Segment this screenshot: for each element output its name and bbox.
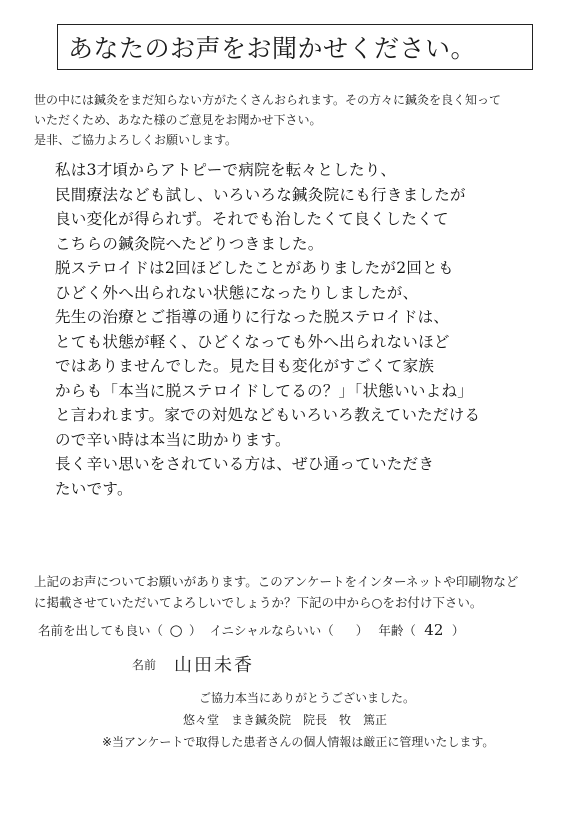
testimonial-line: 長く辛い思いをされている方は、ぜひ通っていただき: [55, 455, 435, 473]
name-value[interactable]: 山田未香: [174, 655, 255, 676]
intro-line: いただくため、あなた様のご意見をお聞かせ下さい。: [34, 113, 322, 127]
initial-label: イニシャルならいい（: [209, 623, 334, 638]
name-ok-mark[interactable]: ○: [169, 621, 183, 639]
initial-close: ）: [355, 623, 369, 638]
intro-line: 世の中には鍼灸をまだ知らない方がたくさんおられます。その方々に鍼灸を良く知って: [34, 93, 502, 107]
testimonial-line: こちらの鍼灸院へたどりつきました。: [55, 234, 324, 253]
request-line: 上記のお声についてお願いがあります。このアンケートをインターネットや印刷物など: [34, 574, 519, 589]
clinic-signature: 悠々堂 まき鍼灸院 院長 牧 篤正: [183, 713, 388, 727]
name-ok-close: ）: [189, 623, 202, 638]
thanks-text: ご協力本当にありがとうございました。: [199, 691, 416, 705]
testimonial-line: たいです。: [55, 479, 133, 498]
testimonial-line: 民間療法なども試し、いろいろな鍼灸院にも行きましたが: [55, 185, 466, 204]
survey-title: [57, 24, 533, 70]
publication-request: [34, 571, 574, 613]
testimonial-line: とても状態が軽く、ひどくなっても外へ出られないほど: [55, 332, 450, 351]
privacy-notice: ※当アンケートで取得した患者さんの個人情報は厳正に管理いたします。: [102, 735, 495, 749]
testimonial-line: 私は3才頃からアトピーで病院を転々としたり、: [55, 161, 397, 179]
testimonial-line: ではありませんでした。見た目も変化がすごくて家族: [55, 357, 435, 375]
testimonial-line: からも「本当に脱ステロイドしてるの？」「状態いいよね」: [55, 381, 474, 400]
intro-line: 是非、ご協力よろしくお願いします。: [34, 133, 238, 147]
testimonial-line: と言われます。家での対処などもいろいろ教えていただける: [55, 406, 481, 424]
testimonial-line: ひどく外へ出られない状態になったりしましたが、: [55, 283, 419, 302]
testimonial-line: ので辛い時は本当に助かります。: [55, 430, 291, 449]
name-ok-label: 名前を出しても良い（: [38, 623, 164, 638]
intro-paragraph: [34, 90, 564, 150]
testimonial-line: 脱ステロイドは2回ほどしたことがありましたが2回とも: [55, 259, 454, 277]
testimonial-line: 良い変化が得られず。それでも治したくて良くしたくて: [55, 210, 449, 228]
name-label: 名前: [132, 657, 157, 672]
survey-title-text: あなたのお声をお聞かせください。: [68, 34, 477, 63]
age-value[interactable]: 42: [424, 621, 444, 639]
age-label: 年齢（: [378, 623, 416, 638]
age-close: ）: [451, 623, 465, 638]
name-field: [132, 650, 254, 678]
handwritten-testimonial: [55, 158, 575, 501]
consent-options: [38, 619, 558, 641]
request-line: に掲載させていただいてよろしいでしょうか？下記の中から○をお付け下さい。: [34, 595, 483, 610]
testimonial-line: 先生の治療とご指導の通りに行なった脱ステロイドは、: [55, 308, 450, 326]
